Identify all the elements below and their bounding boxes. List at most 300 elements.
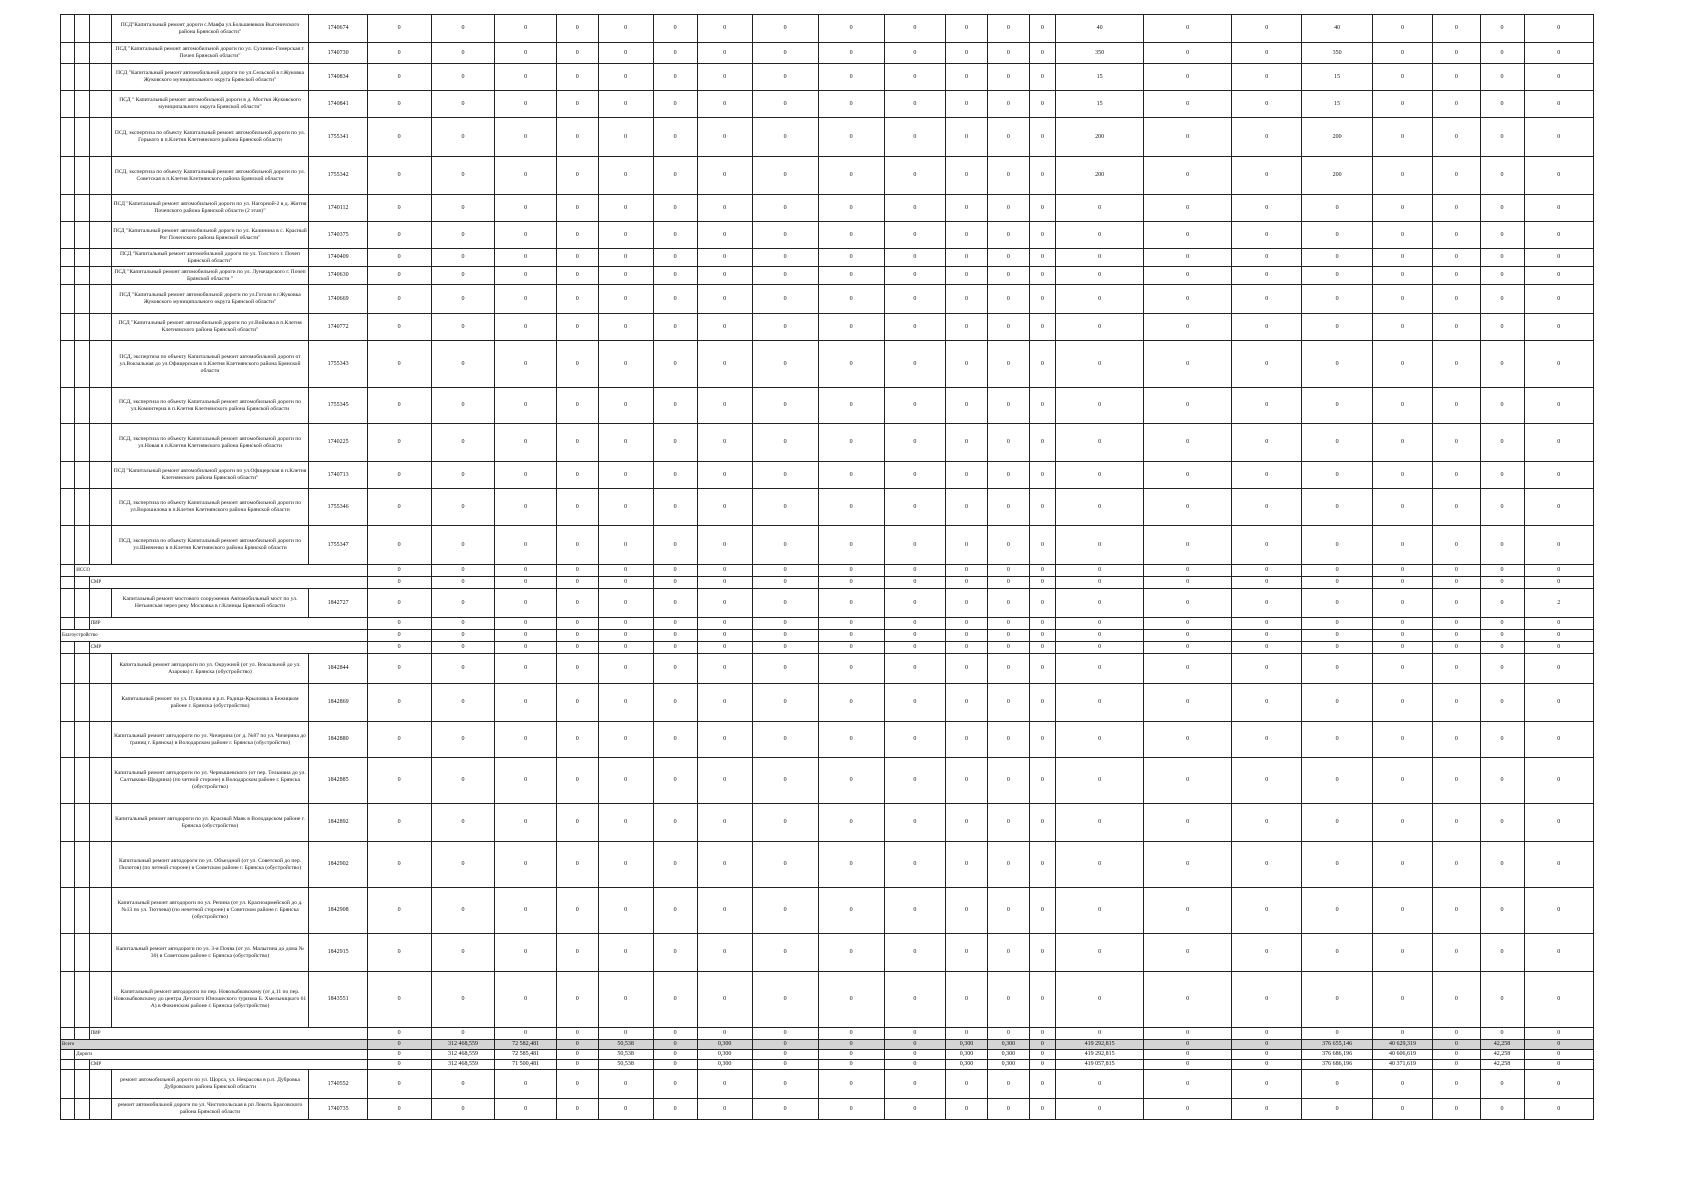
- value-cell: 0: [1232, 589, 1302, 618]
- value-cell: 0: [598, 1070, 653, 1099]
- indent-cell: [75, 1060, 89, 1070]
- indent-cell: [75, 722, 89, 758]
- value-cell: 0: [495, 842, 557, 888]
- table-row: [61, 267, 1594, 285]
- value-cell: 0: [884, 222, 946, 249]
- value-cell: 0: [987, 934, 1029, 972]
- value-cell: 0: [987, 758, 1029, 804]
- value-cell: 0: [1144, 972, 1232, 1028]
- value-cell: 0: [1232, 314, 1302, 341]
- budget-table: [60, 14, 1594, 1120]
- value-cell: 0: [431, 1028, 495, 1040]
- value-cell: 0: [431, 934, 495, 972]
- indent-cell: [61, 934, 75, 972]
- value-cell: 0: [987, 462, 1029, 489]
- value-cell: 0: [1302, 285, 1372, 314]
- value-cell: 0: [1144, 43, 1232, 64]
- value-cell: 0: [1144, 15, 1232, 43]
- value-cell: 0: [367, 684, 431, 722]
- table-row: [61, 195, 1594, 222]
- value-cell: 0: [367, 341, 431, 388]
- value-cell: 0: [1232, 972, 1302, 1028]
- value-cell: 0: [653, 589, 697, 618]
- value-cell: 0: [556, 118, 598, 157]
- indent-cell: [61, 267, 75, 285]
- value-cell: 0: [1524, 267, 1593, 285]
- value-cell: 0: [1524, 249, 1593, 267]
- value-cell: 0: [431, 388, 495, 424]
- indent-cell: [89, 341, 111, 388]
- object-name-cell: ПСД, экспертиза по объекту Капитальный ремонт автомобильной дороги по ул.Ворошилова в п.Клетня Клетнянского района Брянской области: [111, 489, 309, 526]
- indent-cell: [61, 388, 75, 424]
- value-cell: 0: [946, 589, 988, 618]
- value-cell: 0: [884, 15, 946, 43]
- value-cell: 0: [431, 91, 495, 118]
- value-cell: 0: [987, 249, 1029, 267]
- value-cell: 0: [752, 249, 818, 267]
- value-cell: 0: [1232, 91, 1302, 118]
- value-cell: 0: [431, 758, 495, 804]
- value-cell: 0: [1372, 589, 1432, 618]
- value-cell: 0: [946, 388, 988, 424]
- value-cell: 0: [495, 888, 557, 934]
- value-cell: 0: [1056, 195, 1144, 222]
- value-cell: 0: [1433, 424, 1480, 462]
- value-cell: 0: [367, 577, 431, 589]
- value-cell: 0: [1372, 118, 1432, 157]
- subtotal-row: [61, 577, 1594, 589]
- value-cell: 0: [556, 654, 598, 684]
- indent-cell: [75, 489, 89, 526]
- indent-cell: [61, 642, 75, 654]
- value-cell: 0: [653, 118, 697, 157]
- value-cell: 0: [697, 285, 752, 314]
- value-cell: 0: [1302, 642, 1372, 654]
- indent-cell: [75, 157, 89, 195]
- value-cell: 0: [1144, 1099, 1232, 1120]
- value-cell: 0: [1480, 64, 1524, 91]
- value-cell: 0: [431, 972, 495, 1028]
- object-code-cell: 1842908: [309, 888, 367, 934]
- object-code-cell: 1740834: [309, 64, 367, 91]
- value-cell: 0: [1433, 15, 1480, 43]
- value-cell: 0,300: [697, 1040, 752, 1050]
- indent-cell: [89, 758, 111, 804]
- value-cell: 0: [946, 424, 988, 462]
- value-cell: 0: [556, 577, 598, 589]
- value-cell: 0: [818, 654, 884, 684]
- value-cell: 0: [1433, 842, 1480, 888]
- value-cell: 0: [367, 222, 431, 249]
- value-cell: 0: [1524, 1028, 1593, 1040]
- value-cell: 0: [556, 1040, 598, 1050]
- value-cell: 0: [1433, 526, 1480, 565]
- value-cell: 0: [1232, 642, 1302, 654]
- value-cell: 0: [495, 43, 557, 64]
- value-cell: 0: [752, 722, 818, 758]
- value-cell: 0: [598, 842, 653, 888]
- object-code-cell: 1843551: [309, 972, 367, 1028]
- value-cell: 0: [818, 888, 884, 934]
- value-cell: 0: [884, 314, 946, 341]
- value-cell: 0: [946, 577, 988, 589]
- value-cell: 0: [884, 424, 946, 462]
- indent-cell: [61, 684, 75, 722]
- value-cell: 0: [818, 341, 884, 388]
- value-cell: 0: [697, 618, 752, 630]
- value-cell: 0: [556, 267, 598, 285]
- value-cell: 0: [946, 934, 988, 972]
- value-cell: 0: [367, 804, 431, 842]
- value-cell: 0: [1056, 842, 1144, 888]
- value-cell: 0: [1372, 642, 1432, 654]
- subtotal-row: [61, 1028, 1594, 1040]
- value-cell: 0: [367, 589, 431, 618]
- value-cell: 0: [495, 618, 557, 630]
- value-cell: 0: [367, 888, 431, 934]
- indent-cell: [61, 64, 75, 91]
- value-cell: 0: [1433, 758, 1480, 804]
- value-cell: 0: [1302, 589, 1372, 618]
- value-cell: 0: [1056, 565, 1144, 577]
- value-cell: 0: [1524, 630, 1593, 642]
- value-cell: 0: [598, 267, 653, 285]
- indent-cell: [75, 804, 89, 842]
- value-cell: 0: [1029, 1050, 1055, 1060]
- indent-cell: [61, 804, 75, 842]
- value-cell: 0: [1144, 1028, 1232, 1040]
- value-cell: 0: [1372, 630, 1432, 642]
- value-cell: 0: [987, 15, 1029, 43]
- value-cell: 0: [987, 842, 1029, 888]
- value-cell: 50,538: [598, 1040, 653, 1050]
- value-cell: 0: [697, 804, 752, 842]
- value-cell: 0: [1029, 642, 1055, 654]
- value-cell: 0: [653, 1070, 697, 1099]
- value-cell: 0: [818, 526, 884, 565]
- value-cell: 0: [697, 157, 752, 195]
- value-cell: 0: [1524, 195, 1593, 222]
- indent-cell: [61, 157, 75, 195]
- value-cell: 0: [598, 577, 653, 589]
- value-cell: 0: [1232, 804, 1302, 842]
- value-cell: 0: [1056, 589, 1144, 618]
- value-cell: 0: [1372, 314, 1432, 341]
- value-cell: 0: [495, 565, 557, 577]
- value-cell: 0: [431, 1099, 495, 1120]
- indent-cell: [75, 1070, 89, 1099]
- table-row: [61, 888, 1594, 934]
- indent-cell: [61, 888, 75, 934]
- value-cell: 0: [987, 722, 1029, 758]
- value-cell: 0: [987, 565, 1029, 577]
- value-cell: 72 582,481: [495, 1040, 557, 1050]
- value-cell: 0: [884, 267, 946, 285]
- value-cell: 2: [1524, 589, 1593, 618]
- value-cell: 0: [818, 1060, 884, 1070]
- value-cell: 40 629,319: [1372, 1040, 1432, 1050]
- value-cell: 0: [946, 1028, 988, 1040]
- table-row: [61, 804, 1594, 842]
- value-cell: 0: [1480, 972, 1524, 1028]
- value-cell: 0: [752, 565, 818, 577]
- value-cell: 0: [653, 43, 697, 64]
- object-name-cell: ПСД "Капитальный ремонт автомобильной дороги по ул.Гоголя в г.Жуковка Жуковского муниципального округа Брянской области": [111, 285, 309, 314]
- value-cell: 0: [1302, 684, 1372, 722]
- value-cell: 0: [1372, 888, 1432, 934]
- value-cell: 0: [1144, 118, 1232, 157]
- value-cell: 0: [556, 972, 598, 1028]
- value-cell: 0: [752, 758, 818, 804]
- object-name-cell: ПСД"Капитальный ремонт дороги с.Маяфа ул.Большевиков Выгоничского района Брянской области": [111, 15, 309, 43]
- value-cell: 0: [431, 43, 495, 64]
- object-code-cell: 1842915: [309, 934, 367, 972]
- value-cell: 0: [1524, 888, 1593, 934]
- value-cell: 0: [598, 314, 653, 341]
- indent-cell: [75, 64, 89, 91]
- table-row: [61, 654, 1594, 684]
- value-cell: 0: [1232, 934, 1302, 972]
- indent-cell: [61, 489, 75, 526]
- value-cell: 0: [987, 888, 1029, 934]
- value-cell: 0: [884, 1040, 946, 1050]
- value-cell: 0: [431, 722, 495, 758]
- indent-cell: [75, 526, 89, 565]
- table-row: [61, 972, 1594, 1028]
- value-cell: 0: [1056, 684, 1144, 722]
- value-cell: 0: [818, 1050, 884, 1060]
- value-cell: 0: [697, 64, 752, 91]
- value-cell: 0: [556, 684, 598, 722]
- value-cell: 0: [1372, 222, 1432, 249]
- value-cell: 0: [1056, 489, 1144, 526]
- value-cell: 0: [1524, 972, 1593, 1028]
- value-cell: 312 468,559: [431, 1050, 495, 1060]
- value-cell: 0: [598, 565, 653, 577]
- value-cell: 0: [946, 314, 988, 341]
- indent-cell: [89, 249, 111, 267]
- value-cell: 0: [884, 462, 946, 489]
- value-cell: 0: [946, 684, 988, 722]
- object-name-cell: ПСД "Капитальный ремонт автомобильной дороги по ул. Калинина в с. Красный Рог Почепского района Брянской области": [111, 222, 309, 249]
- object-code-cell: 1842880: [309, 722, 367, 758]
- value-cell: 0: [884, 285, 946, 314]
- value-cell: 0: [987, 1070, 1029, 1099]
- indent-cell: [89, 489, 111, 526]
- value-cell: 0: [1302, 758, 1372, 804]
- value-cell: 0: [653, 285, 697, 314]
- value-cell: 0: [1144, 1050, 1232, 1060]
- object-name-cell: ПСД "Капитальный ремонт автомобильной дороги по ул. Луначарского г. Почеп Брянской области ": [111, 267, 309, 285]
- value-cell: 376 686,196: [1302, 1050, 1372, 1060]
- value-cell: 0: [1029, 589, 1055, 618]
- value-cell: 0: [752, 1050, 818, 1060]
- object-name-cell: Капитальный ремонт автодороги по ул. Красный Маяк в Володарском районе г. Брянска (обустройство): [111, 804, 309, 842]
- value-cell: 0: [884, 195, 946, 222]
- indent-cell: [61, 285, 75, 314]
- value-cell: 0: [367, 630, 431, 642]
- value-cell: 0: [818, 249, 884, 267]
- value-cell: 0: [1029, 314, 1055, 341]
- total-row: [61, 1050, 1594, 1060]
- value-cell: 0: [1480, 722, 1524, 758]
- value-cell: 0: [367, 1028, 431, 1040]
- table-row: [61, 157, 1594, 195]
- value-cell: 0: [1524, 64, 1593, 91]
- value-cell: 0: [653, 314, 697, 341]
- value-cell: 0: [752, 642, 818, 654]
- value-cell: 0: [1302, 424, 1372, 462]
- value-cell: 0: [1232, 424, 1302, 462]
- object-code-cell: 1755341: [309, 118, 367, 157]
- value-cell: 0: [653, 684, 697, 722]
- value-cell: 0,300: [946, 1050, 988, 1060]
- value-cell: 0: [1524, 314, 1593, 341]
- value-cell: 0: [752, 118, 818, 157]
- value-cell: 0: [818, 618, 884, 630]
- table-row: [61, 722, 1594, 758]
- value-cell: 0: [946, 118, 988, 157]
- value-cell: 0: [1433, 118, 1480, 157]
- value-cell: 0: [1144, 285, 1232, 314]
- object-name-cell: ПСД "Капитальный ремонт автомобильной дороги по ул.Войкова в п.Клетня Клетнянского района Брянской области": [111, 314, 309, 341]
- value-cell: 0: [1480, 1028, 1524, 1040]
- object-code-cell: 1740730: [309, 43, 367, 64]
- value-cell: 0: [1029, 1040, 1055, 1050]
- value-cell: 0: [884, 642, 946, 654]
- value-cell: 0: [1480, 654, 1524, 684]
- value-cell: 0: [1524, 642, 1593, 654]
- value-cell: 0: [1232, 285, 1302, 314]
- value-cell: 0: [1372, 758, 1432, 804]
- indent-cell: [89, 888, 111, 934]
- table-row: [61, 1070, 1594, 1099]
- value-cell: 0: [884, 972, 946, 1028]
- value-cell: 0: [1232, 462, 1302, 489]
- value-cell: 0: [1433, 1060, 1480, 1070]
- value-cell: 376 655,146: [1302, 1040, 1372, 1050]
- value-cell: 312 468,559: [431, 1060, 495, 1070]
- value-cell: 0: [1029, 1060, 1055, 1070]
- value-cell: 0: [495, 341, 557, 388]
- value-cell: 0: [697, 1028, 752, 1040]
- value-cell: 0: [987, 118, 1029, 157]
- value-cell: 0: [752, 684, 818, 722]
- value-cell: 0: [1232, 267, 1302, 285]
- object-name-cell: ПСД, экспертиза по объекту Капитальный ремонт автомобильной дороги по ул. Советская в п.Клетня Клетнянского района Брянской области: [111, 157, 309, 195]
- value-cell: 0: [431, 15, 495, 43]
- value-cell: 0: [556, 462, 598, 489]
- indent-cell: [61, 972, 75, 1028]
- subtotal-row: [61, 642, 1594, 654]
- value-cell: 0: [367, 424, 431, 462]
- value-cell: 0: [367, 64, 431, 91]
- value-cell: 0: [1232, 1070, 1302, 1099]
- indent-cell: [75, 589, 89, 618]
- object-name-cell: Капитальный ремонт мостового сооружения Автомобильный мост по ул. Нетьинская через реку Московка в г.Клинцы Брянской области: [111, 589, 309, 618]
- object-name-cell: ПСД "Капитальный ремонт автомобильной дороги по ул. Толстого г. Почеп Брянской области": [111, 249, 309, 267]
- value-cell: 0: [598, 424, 653, 462]
- value-cell: 0: [1372, 722, 1432, 758]
- value-cell: 0: [367, 195, 431, 222]
- indent-cell: [75, 758, 89, 804]
- value-cell: 0: [1524, 577, 1593, 589]
- indent-cell: [89, 43, 111, 64]
- value-cell: 0: [367, 972, 431, 1028]
- value-cell: 0: [1144, 1060, 1232, 1070]
- value-cell: 0: [1029, 1070, 1055, 1099]
- value-cell: 0: [884, 489, 946, 526]
- value-cell: 0: [431, 526, 495, 565]
- indent-cell: [89, 526, 111, 565]
- value-cell: 0: [1232, 157, 1302, 195]
- indent-cell: [89, 1099, 111, 1120]
- value-cell: 0,300: [987, 1060, 1029, 1070]
- value-cell: 0: [1056, 462, 1144, 489]
- value-cell: 0: [367, 388, 431, 424]
- value-cell: 0: [598, 43, 653, 64]
- indent-cell: [89, 15, 111, 43]
- value-cell: 0: [946, 462, 988, 489]
- value-cell: 0: [1029, 842, 1055, 888]
- value-cell: 0: [653, 888, 697, 934]
- value-cell: 0: [367, 1070, 431, 1099]
- value-cell: 0: [1524, 758, 1593, 804]
- value-cell: 0: [556, 249, 598, 267]
- indent-cell: [61, 43, 75, 64]
- value-cell: 0: [697, 15, 752, 43]
- value-cell: 0: [653, 267, 697, 285]
- value-cell: 0: [1480, 1070, 1524, 1099]
- value-cell: 0: [697, 314, 752, 341]
- object-code-cell: 1842892: [309, 804, 367, 842]
- value-cell: 0: [697, 222, 752, 249]
- value-cell: 0: [946, 341, 988, 388]
- value-cell: 0: [946, 618, 988, 630]
- value-cell: 0: [431, 249, 495, 267]
- value-cell: 0: [1480, 842, 1524, 888]
- table-row: [61, 684, 1594, 722]
- value-cell: 0: [431, 804, 495, 842]
- value-cell: 0: [1144, 654, 1232, 684]
- value-cell: 0: [697, 462, 752, 489]
- value-cell: 0: [367, 654, 431, 684]
- value-cell: 0: [697, 654, 752, 684]
- value-cell: 0: [1232, 1099, 1302, 1120]
- value-cell: 42,258: [1480, 1060, 1524, 1070]
- value-cell: 0: [818, 462, 884, 489]
- value-cell: 0: [598, 1028, 653, 1040]
- value-cell: 0: [752, 91, 818, 118]
- value-cell: 0: [818, 934, 884, 972]
- value-cell: 0: [752, 1070, 818, 1099]
- value-cell: 0: [431, 1070, 495, 1099]
- indent-cell: [89, 91, 111, 118]
- value-cell: 0: [1029, 91, 1055, 118]
- value-cell: 0: [1232, 654, 1302, 684]
- indent-cell: [61, 526, 75, 565]
- indent-cell: [89, 285, 111, 314]
- value-cell: 0: [987, 642, 1029, 654]
- value-cell: 0: [1232, 64, 1302, 91]
- value-cell: 0: [884, 1050, 946, 1060]
- value-cell: 15: [1056, 64, 1144, 91]
- value-cell: 0: [818, 64, 884, 91]
- indent-cell: [75, 91, 89, 118]
- table-row: [61, 341, 1594, 388]
- value-cell: 0: [1144, 1070, 1232, 1099]
- value-cell: 0: [1232, 758, 1302, 804]
